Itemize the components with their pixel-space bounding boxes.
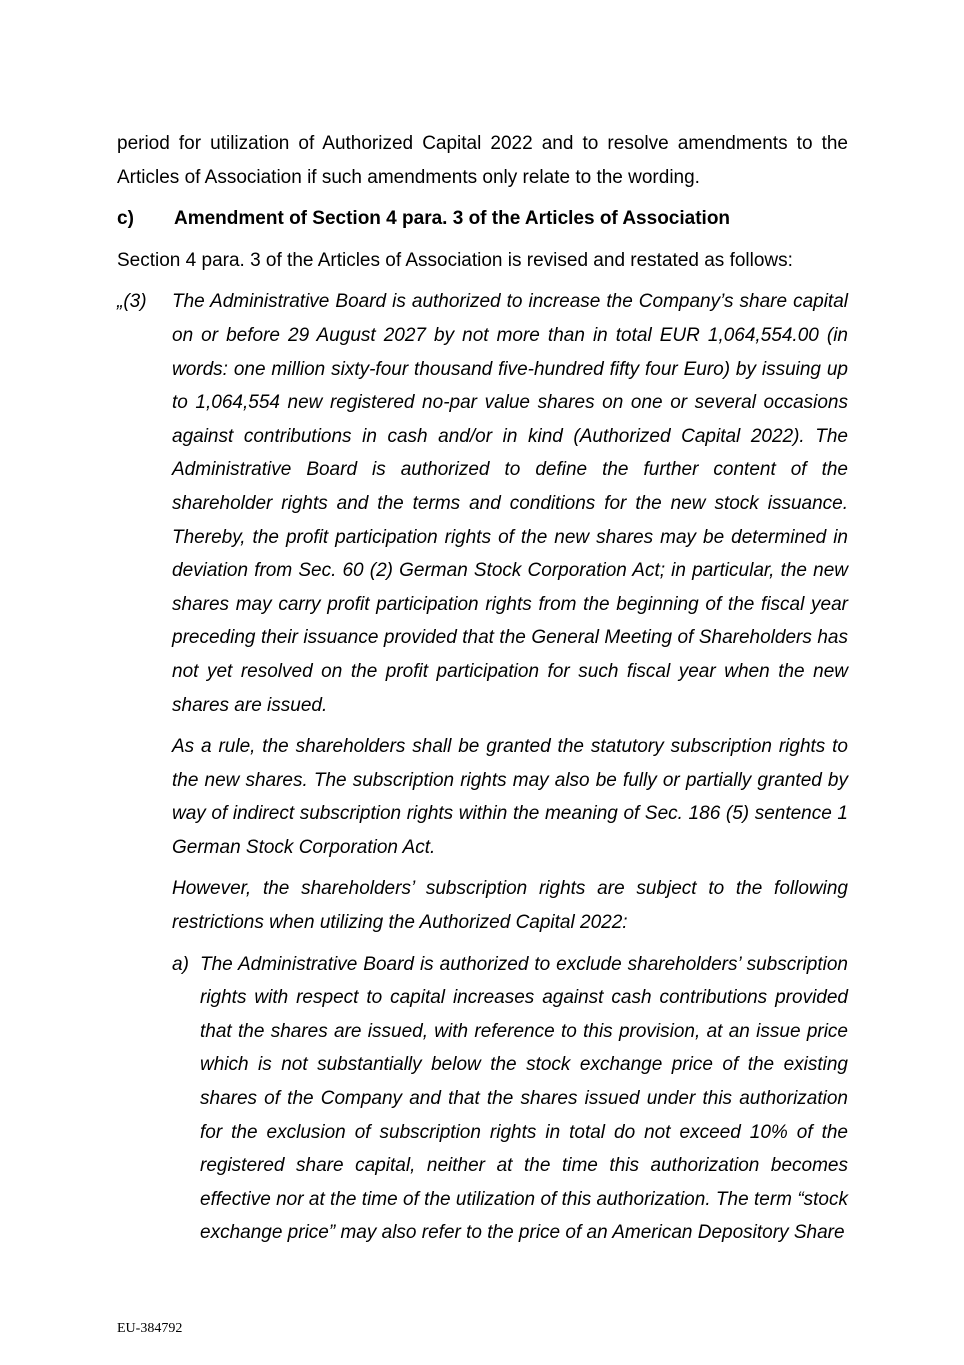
section-title: Amendment of Section 4 para. 3 of the Articles of Association	[174, 208, 731, 230]
clause-3	[117, 285, 848, 1250]
list-item-text: The Administrative Board is authorized to exclude shareholders’ subscription rights with respect to capital increases against cash contributions provided that the shares are issued, with reference to this provision, at an issue price which is not substantially below the stock exchange price of the existing shares of the Company and that the shares issued under this authorization for the exclusion of subscription rights in total do not exceed 10% of the registered share capital, neither at the time this authorization becomes effective nor at the time of the utilization of this authorization. The term “stock exchange price” may also refer to the price of an American Depository Share	[200, 953, 848, 1244]
clause-paragraph-2: As a rule, the shareholders shall be granted the statutory subscription rights to the new shares. The subscription rights may also be fully or partially granted by way of indirect subscription rights within the meaning of Sec. 186 (5) sentence 1 German Stock Corporation Act.	[172, 736, 848, 858]
clause-paragraph-3: However, the shareholders’ subscription rights are subject to the following restrictions when utilizing the Authorized Capital 2022:	[172, 878, 848, 934]
intro-paragraph: Section 4 para. 3 of the Articles of Association is revised and restated as follows:	[117, 249, 793, 271]
list-item-a	[172, 948, 848, 1250]
clause-number: „(3)	[117, 291, 147, 313]
continuation-paragraph: period for utilization of Authorized Capital 2022 and to resolve amendments to the Articles of Association if such amendments only relate to the wording.	[117, 133, 848, 188]
document-page	[117, 127, 848, 1250]
clause-paragraph-1: The Administrative Board is authorized to increase the Company’s share capital on or before 29 August 2027 by not more than in total EUR 1,064,554.00 (in words: one million sixty-four thousand five-hundred fifty four Euro) by issuing up to 1,064,554 new registered no-par value shares on one or several occasions against contributions in cash and/or in kind (Authorized Capital 2022). The Administrative Board is authorized to define the further content of the shareholder rights and the terms and conditions for the new stock issuance. Thereby, the profit participation rights of the new shares may be determined in deviation from Sec. 60 (2) German Stock Corporation Act; in particular, the new shares may carry profit participation rights from the beginning of the fiscal year preceding their issuance provided that the General Meeting of Shareholders has not yet resolved on the profit participation for such fiscal year when the new shares are issued.	[172, 291, 848, 716]
clause-body	[172, 285, 848, 1250]
section-number: c)	[117, 208, 134, 230]
list-item-letter: a)	[172, 953, 189, 975]
section-heading	[117, 202, 848, 236]
document-id-footer: EU-384792	[117, 1321, 183, 1336]
